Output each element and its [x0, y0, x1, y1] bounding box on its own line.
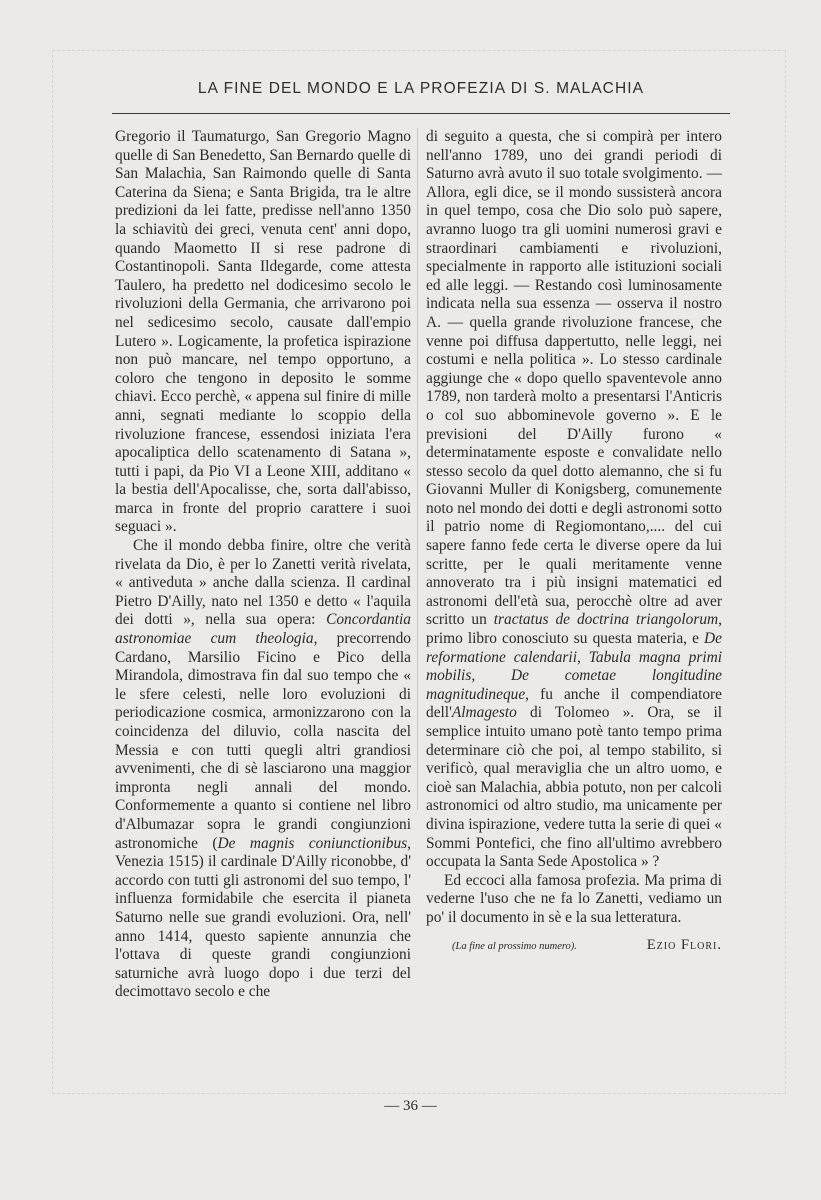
- left-column: [115, 128, 411, 1002]
- text-run: di Tolomeo ». Ora, se il semplice intuito umano potè tanto tempo prima determinare ciò che poi, al tempo stabilito, si verificò, qual meraviglia che un altro uomo, e cioè san Malachia, abbia potuto, non per calcoli astronomici od altro studio, ma unicamente per divina ispirazione, vedere tutta la serie di quei « Sommi Pontefici, che fino all'ultimo avrebbero occupata la Santa Sede Apostolica » ?: [426, 704, 722, 871]
- paragraph: [426, 872, 722, 928]
- italic-title: De reformatione calendarii, Tabula magna primi mobilis, De cometae longitudine magnitudineque: [426, 630, 722, 703]
- running-header: LA FINE DEL MONDO E LA PROFEZIA DI S. MALACHIA: [197, 80, 645, 97]
- column-divider: [417, 128, 418, 810]
- paragraph: [115, 128, 411, 537]
- text-run: , precorrendo Cardano, Marsilio Ficino e Pico della Mirandola, dimostrava fin dal suo tempo che « le sfere celesti, nelle loro evoluzioni di periodicazione cosmica, armonizzarono con la coincidenza del diluvio, colla nascita del Messia e con tutti quegli altri grandiosi avvenimenti, che di sè lasciarono una maggior impronta negli annali del mondo. Conformemente a quanto si contiene nel libro d'Albumazar sopra le grandi congiunzioni astronomiche (: [115, 630, 411, 852]
- text-run: di seguito a questa, che si compirà per intero nell'anno 1789, uno dei grandi periodi di Saturno avrà avuto il suo totale svolgimento. — Allora, egli dice, se il mondo sussisterà ancora in quel tempo, cosa che Dio solo può sapere, avranno luogo tra gli uomini numerosi gravi e straordinari cambiamenti e rivoluzioni, specialmente in rapporto alle istituzioni sociali ed alle leggi. — Restando così luminosamente indicata nella sua essenza — osserva il nostro A. — quella grande rivoluzione francese, che venne poi diffusa dappertutto, nelle leggi, nei costumi e nella politica ». Lo stesso cardinale aggiunge che « dopo quello spaventevole anno 1789, non tarderà molto a presentarsi l'Anticris o col suo abbominevole governo ». E le previsioni del D'Ailly furono « determinatamente esposte e convalidate nello stesso secolo da quel dotto alemanno, che si fu Giovanni Muller di Konigsberg, comunemente noto nel mondo dei dotti e degli astronomi sotto il patrio nome di Regiomontano,.... del cui sapere fanno fede certa le diverse opere da lui scritte, per le quali meritamente venne annoverato tra i più insigni matematici ed astronomi dell'età sua, perocchè oltre ad aver scritto un: [426, 128, 722, 629]
- paragraph: [426, 128, 722, 872]
- right-column: [426, 128, 722, 956]
- italic-title: Almagesto: [451, 704, 517, 722]
- italic-title: tractatus de doctrina triangolorum: [493, 611, 719, 629]
- italic-title: Concordantia astronomiae cum theologia: [115, 611, 411, 648]
- text-run: Gregorio il Taumaturgo, San Gregorio Magno quelle di San Benedetto, San Bernardo quelle di San Malachia, San Raimondo quelle di Santa Caterina da Siena; e Santa Brigida, tra le altre predizioni da lei fatte, predisse nell'anno 1350 la schiavitù dei greci, venuta cent' anni dopo, quando Maometto II si rese padrone di Costantinopoli. Santa Ildegarde, come attesta Taulero, ha predetto nel dodicesimo secolo le rivoluzioni della Germania, che arrivarono poi nel sedicesimo secolo, causate dall'empio Lutero ». Logicamente, la profetica ispirazione non può mancare, nel tempo opportuno, a coloro che tengono in deposito le somme chiavi. Ecco perchè, « appena sul finire di mille anni, segnati mediante lo scoppio della rivoluzione francese, essendosi iniziata l'era apocaliptica dello scatenamento di Satana », tutti i papi, da Pio VI a Leone XIII, additano « la bestia dell'Apocalisse, che, sorta dall'abisso, marca in fronte del proprio carattere i suoi seguaci ».: [115, 128, 411, 536]
- author-signature: Ezio Flori.: [646, 936, 722, 953]
- continuation-note: (La fine al prossimo numero).: [452, 940, 577, 952]
- text-run: , primo libro conosciuto su questa materia, e: [426, 611, 722, 648]
- paragraph: [115, 537, 411, 1002]
- text-run: , fu anche il compendiatore dell': [426, 685, 722, 722]
- closing-line: [426, 936, 722, 957]
- text-run: Ed eccoci alla famosa profezia. Ma prima di vederne l'uso che ne fa lo Zanetti, vediamo un po' il documento in sè e la sua letteratura.: [426, 871, 722, 926]
- italic-title: De magnis coniunctionibus: [217, 834, 408, 852]
- text-run: Che il mondo debba finire, oltre che verità rivelata da Dio, è per lo Zanetti verità rivelata, « antiveduta » anche dalla scienza. Il cardinal Pietro D'Ailly, nato nel 1350 e detto « l'aquila dei dotti », nella sua opera:: [115, 537, 411, 629]
- header-rule: [112, 113, 730, 114]
- text-run: , Venezia 1515) il cardinale D'Ailly riconobbe, d' accordo con tutti gli astronomi del suo tempo, l' influenza formidabile che esercita il pianeta Saturno nelle sue grandi evoluzioni. Ora, nell' anno 1414, questo sapiente annunzia che l'ottava di queste grandi congiunzioni saturniche avrà luogo dopo i due terzi del decimottavo secolo e che: [115, 834, 411, 1001]
- page-number: — 36 —: [384, 1098, 437, 1114]
